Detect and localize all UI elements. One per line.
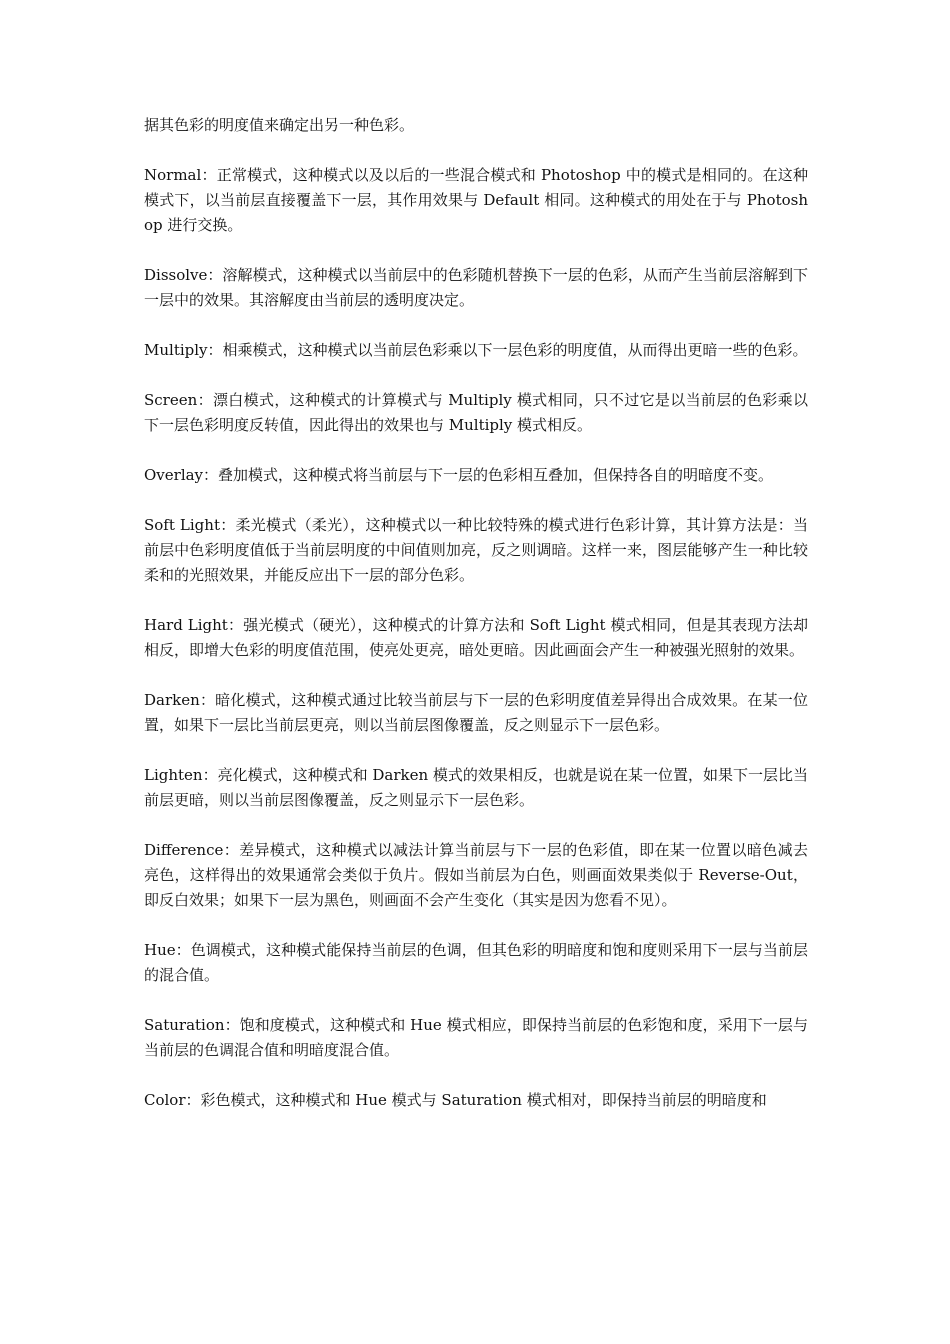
paragraph-dissolve: Dissolve：溶解模式，这种模式以当前层中的色彩随机替换下一层的色彩，从而产生当前层溶解到下一层中的效果。其溶解度由当前层的透明度决定。 bbox=[144, 266, 808, 309]
paragraph-multiply: Multiply：相乘模式，这种模式以当前层色彩乘以下一层色彩的明度值，从而得出更暗一些的色彩。 bbox=[144, 341, 808, 359]
paragraph-overlay: Overlay：叠加模式，这种模式将当前层与下一层的色彩相互叠加，但保持各自的明暗度不变。 bbox=[144, 466, 774, 484]
paragraph-screen: Screen：漂白模式，这种模式的计算模式与 Multiply 模式相同，只不过它是以当前层的色彩乘以下一层色彩明度反转值，因此得出的效果也与 Multiply 模式相反。 bbox=[144, 391, 808, 434]
paragraph-soft-light: Soft Light：柔光模式（柔光），这种模式以一种比较特殊的模式进行色彩计算，其计算方法是：当前层中色彩明度值低于当前层明度的中间值则加亮，反之则调暗。这样一来，图层能够产生一种比较柔和的光照效果，并能反应出下一层的部分色彩。 bbox=[144, 516, 808, 584]
paragraph-hard-light: Hard Light：强光模式（硬光），这种模式的计算方法和 Soft Light 模式相同，但是其表现方法却相反，即增大色彩的明度值范围，使亮处更亮，暗处更暗。因此画面会产生一种被强光照射的效果。 bbox=[144, 616, 808, 659]
paragraph-color: Color：彩色模式，这种模式和 Hue 模式与 Saturation 模式相对，即保持当前层的明暗度和 bbox=[144, 1091, 767, 1109]
paragraph-saturation: Saturation：饱和度模式，这种模式和 Hue 模式相应，即保持当前层的色彩饱和度，采用下一层与当前层的色调混合值和明暗度混合值。 bbox=[144, 1016, 808, 1059]
paragraph-hue: Hue：色调模式，这种模式能保持当前层的色调，但其色彩的明暗度和饱和度则采用下一层与当前层的混合值。 bbox=[144, 941, 808, 984]
paragraph-lighten: Lighten：亮化模式，这种模式和 Darken 模式的效果相反，也就是说在某一位置，如果下一层比当前层更暗，则以当前层图像覆盖，反之则显示下一层色彩。 bbox=[144, 766, 808, 809]
paragraph-difference: Difference：差异模式，这种模式以减法计算当前层与下一层的色彩值，即在某一位置以暗色减去亮色，这样得出的效果通常会类似于负片。假如当前层为白色，则画面效果类似于 Reverse-Out，即反白效果；如果下一层为黑色，则画面不会产生变化（其实是因为您看不见）。 bbox=[144, 841, 808, 909]
document-body bbox=[144, 113, 808, 1138]
paragraph-normal: Normal：正常模式，这种模式以及以后的一些混合模式和 Photoshop 中的模式是相同的。在这种模式下，以当前层直接覆盖下一层，其作用效果与 Default 相同。这种模式的用处在于与 Photoshop 进行交换。 bbox=[144, 166, 808, 234]
paragraph-intro: 据其色彩的明度值来确定出另一种色彩。 bbox=[144, 116, 415, 134]
paragraph-darken: Darken：暗化模式，这种模式通过比较当前层与下一层的色彩明度值差异得出合成效果。在某一位置，如果下一层比当前层更亮，则以当前层图像覆盖，反之则显示下一层色彩。 bbox=[144, 691, 808, 734]
